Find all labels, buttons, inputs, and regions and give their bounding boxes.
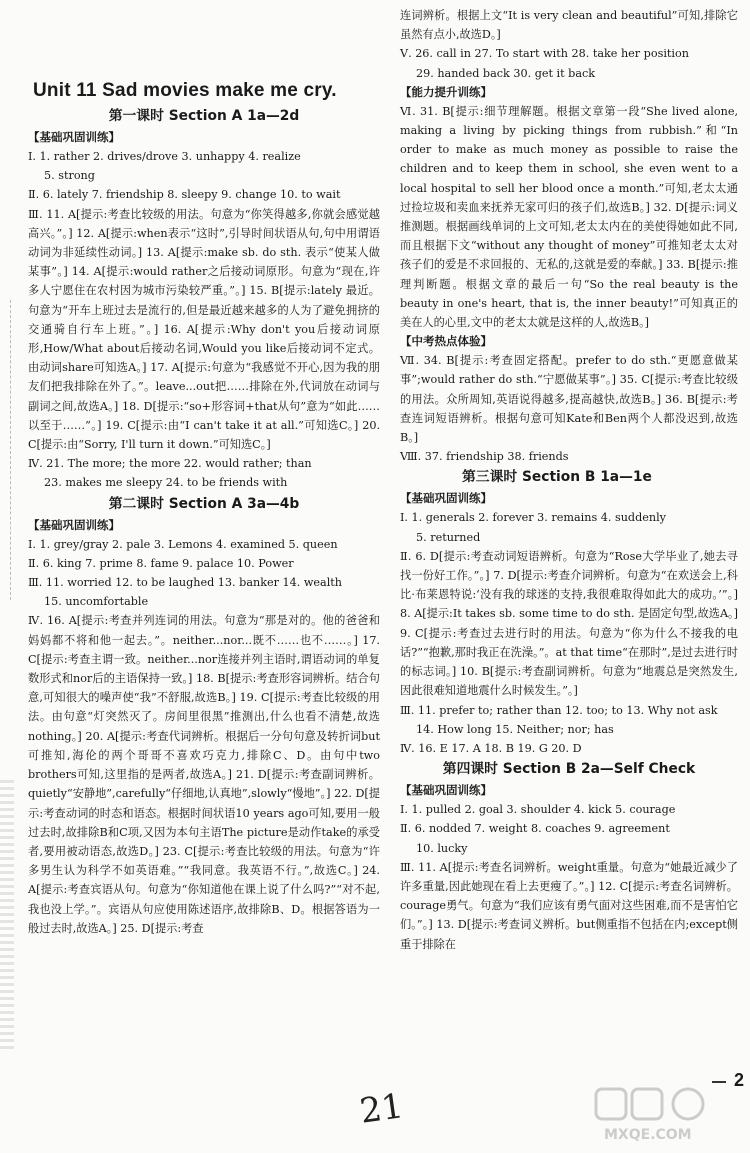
lesson-1-title: 第一课时 Section A 1a—2d: [108, 108, 300, 124]
section-basic-2: 【基础巩固训练】: [28, 517, 120, 532]
watermark-logo: [592, 1083, 742, 1145]
answer-line: Ⅲ. 11. prefer to; rather than 12. too; to 13. Why not ask: [400, 703, 718, 717]
answer-line: Ⅴ. 26. call in 27. To start with 28. take her position: [400, 47, 689, 61]
answer-paragraph: Ⅲ. 11. A[提示:考查比较级的用法。句意为“你笑得越多,你就会感觉越高兴。”。] 12. A[提示:when表示“这时”,引导时间状语从句,句中用谓语动词为非延续性动词。] 13. A[提示:make sb. do sth. 表示“使某人做某事”。] 14. A[提示:would rather之后接动词原形。句意为“现在,许多人宁愿住在农村因为城市污染较严重。”。] 15. B[提示:lately 最近。句意为“开车上班过去是流行的,但是最近越来越多的人为了避免拥挤的交通骑自行车上班。”。] 16. A[提示:Why don't you后接动词原形,How/What about后接动名词,Would you like后接动词不定式。由动词share可知选A。] 17. A[提示:句意为“我感觉不开心,因为我的朋友们把我排除在外了。”。leave...out把……排除在外,代词放在动词与副词之间,故选A。] 18. D[提示:“so+形容词+that从句”意为“如此……以至于……”。] 19. C[提示:由“I can't take it at all.”可知选C。] 20. C[提示:由“Sorry, I'll turn it down.”可知选C。]: [28, 207, 380, 452]
unit-title: Unit 11 Sad movies make me cry.: [33, 80, 337, 101]
section-ability: 【能力提升训练】: [400, 84, 492, 99]
binding-strip: [0, 780, 14, 1050]
answer-line: Ⅰ. 1. generals 2. forever 3. remains 4. suddenly: [400, 511, 666, 525]
section-basic-3: 【基础巩固训练】: [400, 491, 492, 506]
section-basic-4: 【基础巩固训练】: [400, 783, 492, 798]
section-basic-1: 【基础巩固训练】: [28, 130, 120, 144]
page-number: 2: [733, 1070, 744, 1090]
section-exam: 【中考热点体验】: [400, 334, 492, 349]
answer-paragraph: Ⅳ. 16. A[提示:考查并列连词的用法。句意为“那是对的。他的爸爸和妈妈都不将和他一起去。”。neither...nor...既不……也不……。] 17. C[提示:考查主谓一致。neither...nor连接并列主语时,谓语动词的单复数形式和nor后的主语保持一致。] 18. B[提示:考查形容词辨析。结合句意,可知很大的噪声使“我”不舒服,故选B。] 19. C[提示:考查比较级的用法。由句意“灯突然灭了。房间里很黑”推测出,什么也看不清楚,故选nothing。] 20. A[提示:考查代词辨析。根据后一分句句意及转折词but可推知,海伦的两个哥哥不喜欢巧克力,排除C、D。由句中two brothers可知,这里指的是两者,故选A。] 21. D[提示:考查副词辨析。quietly“安静地”,carefully“仔细地,认真地”,slowly“慢地”。] 22. D[提示:考查动词的时态和语态。根据时间状语10 years ago可知,要用一般过去时,故排除B和C项,又因为本句主语The picture是动作take的承受者,要用被动语态,故选D。] 23. C[提示:考查比较级的用法。句意为“许多男生认为科学不如英语难。”“我同意。我英语不行。”,故选C。] 24. A[提示:考查宾语从句。句意为“你知道他在课上说了什么吗?”“对不起,我也没上学。”。宾语从句应使用陈述语序,故排除B、D。根据答语为一般过去时,故选A。] 25. D[提示:考查: [28, 614, 380, 935]
answer-line: 10. lucky: [416, 841, 468, 855]
answer-line: Ⅰ. 1. rather 2. drives/drove 3. unhappy 4. realize: [28, 150, 301, 163]
answer-paragraph: Ⅱ. 6. D[提示:考查动词短语辨析。句意为“Rose大学毕业了,她去寻找一份好工作。”。] 7. D[提示:考查介词辨析。句意为“在欢送会上,科比·布莱恩特说:‘没有我的球迷的支持,我很难取得如此大的成功。’”。] 8. A[提示:It takes sb. some time to do sth. 是固定句型,故选A。] 9. C[提示:考查过去进行时的用法。句意为“你为什么不接我的电话?”“抱歉,那时我正在洗澡。”。at that time“在那时”,是过去进行时的标志词。] 10. B[提示:考查副词辨析。句意为“地震总是突然发生,因此很难知道地震什么时候发生。”。]: [400, 549, 738, 698]
answer-paragraph: Ⅵ. 31. B[提示:细节理解题。根据文章第一段“She lived alone, making a living by picking things from rubbish.”和“In order to make as much money as possible to raise the children and to keep them in school, she even went to a local hospital to sell her blood once a month.”可知,老太太通过捡垃圾和卖血来抚养无家可归的孩子们,故选B。] 32. D[提示:词义推测题。根据画线单词的上文可知,老太太内在的美使得她如此不同,而且根据下文“without any thought of money”可推知老太太对孩子们的爱是不求回报的、无私的,这就是爱的奉献。] 33. B[提示:推理判断题。根据文章的最后一句“So the real beauty is the beauty in one's heart, that is, the inner beauty!”可知真正的美在人的心里,文中的老太太就是这样的人,故选B。]: [400, 104, 738, 330]
answer-line: Ⅳ. 16. E 17. A 18. B 19. G 20. D: [400, 741, 582, 755]
lesson-3-title: 第三课时 Section B 1a—1e: [462, 469, 652, 486]
answer-paragraph: Ⅲ. 11. A[提示:考查名词辨析。weight重量。句意为“她最近减少了许多重量,因此她现在看上去更瘦了。”。] 12. C[提示:考查名词辨析。courage勇气。句意为“我们应该有勇气面对这些困难,而不是害怕它们。”。] 13. D[提示:考查词义辨析。but侧重指不包括在内;except侧重于排除在: [400, 860, 738, 951]
answer-line: Ⅷ. 37. friendship 38. friends: [400, 450, 569, 464]
answer-line: Ⅳ. 21. The more; the more 22. would rather; than: [28, 457, 312, 471]
svg-text:MXQE.COM: MXQE.COM: [604, 1127, 692, 1143]
answer-line: 14. How long 15. Neither; nor; has: [416, 722, 614, 736]
answer-line: 23. makes me sleepy 24. to be friends with: [44, 476, 288, 490]
binding-edge: [0, 300, 11, 600]
answer-paragraph: Ⅶ. 34. B[提示:考查固定搭配。prefer to do sth.“更愿意做某事”;would rather do sth.“宁愿做某事”。] 35. C[提示:考查比较级的用法。众所周知,英语说得越多,提高越快,故选B。] 36. B[提示:考查连词短语辨析。根据句意可知Kate和Ben两个人都没迟到,故选B。]: [400, 354, 738, 445]
handwritten-number: 21: [357, 1086, 406, 1132]
answer-paragraph: 连词辨析。根据上文“It is very clean and beautiful”可知,排除它虽然有点小,故选D。]: [400, 9, 738, 42]
answer-line: Ⅰ. 1. pulled 2. goal 3. shoulder 4. kick 5. courage: [400, 803, 676, 817]
answer-line: Ⅰ. 1. grey/gray 2. pale 3. Lemons 4. examined 5. queen: [28, 537, 338, 551]
answer-line: 29. handed back 30. get it back: [416, 66, 596, 80]
lesson-2-title: 第二课时 Section A 3a—4b: [108, 495, 300, 512]
answer-line: Ⅱ. 6. nodded 7. weight 8. coaches 9. agreement: [400, 822, 670, 836]
answer-line: Ⅱ. 6. lately 7. friendship 8. sleepy 9. change 10. to wait: [28, 188, 341, 202]
left-column: [28, 78, 380, 1093]
answer-line: 5. strong: [44, 169, 95, 183]
answer-line: 15. uncomfortable: [44, 595, 149, 609]
answer-line: Ⅱ. 6. king 7. prime 8. fame 9. palace 10. Power: [28, 556, 294, 570]
answer-line: 5. returned: [416, 530, 481, 544]
answer-line: Ⅲ. 11. worried 12. to be laughed 13. banker 14. wealth: [28, 576, 342, 590]
right-column: [400, 6, 738, 1093]
lesson-4-title: 第四课时 Section B 2a—Self Check: [442, 761, 696, 778]
